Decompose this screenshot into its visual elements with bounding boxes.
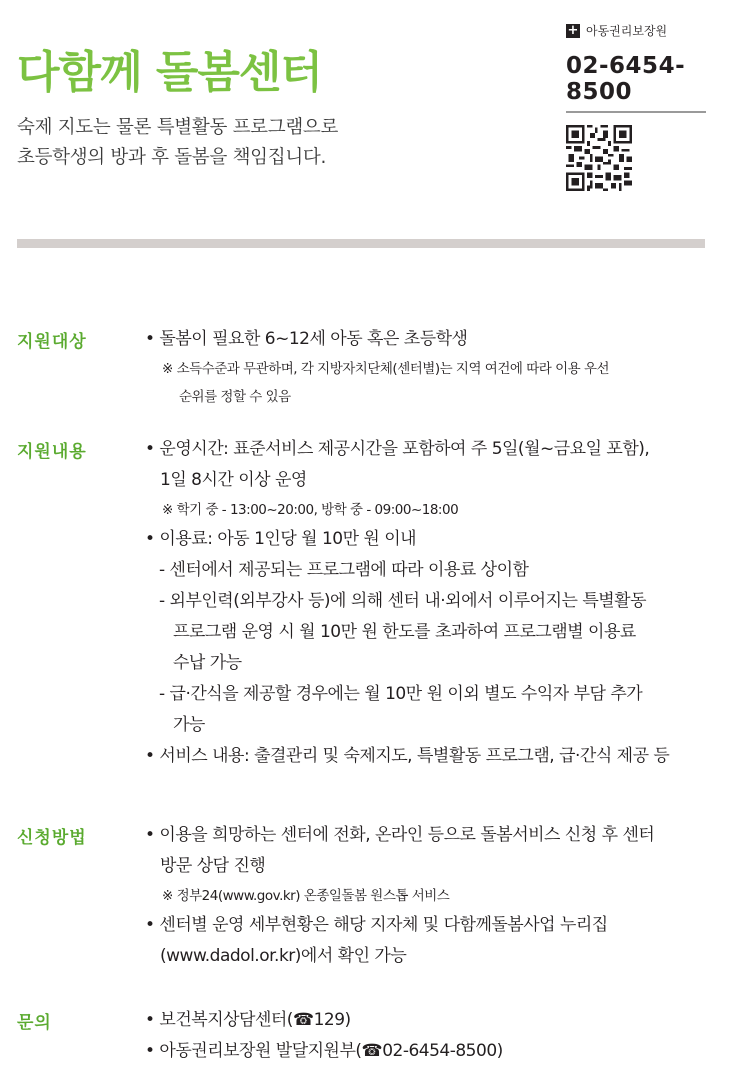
note-item: ※ 소득수준과 무관하며, 각 지방자치단체(센터별)는 지역 여건에 따라 이용 우선	[162, 361, 610, 377]
section-label: 문의	[17, 1013, 52, 1033]
dash-item-cont: 수납 가능	[173, 653, 242, 673]
phone-underline	[566, 111, 706, 113]
contact-box	[566, 22, 706, 195]
bullet-item-cont: (www.dadol.or.kr)에서 확인 가능	[160, 946, 407, 966]
section-body	[145, 434, 710, 772]
org-name: 아동권리보장원	[586, 24, 668, 38]
dash-item: - 외부인력(외부강사 등)에 의해 센터 내·외에서 이루어지는 특별활동	[159, 591, 647, 611]
dash-item: - 센터에서 제공되는 프로그램에 따라 이용료 상이함	[159, 560, 529, 580]
phone-line1: 02-6454-	[566, 53, 686, 79]
phone-number	[566, 53, 706, 105]
section-body	[145, 324, 710, 411]
bullet-item: • 센터별 운영 세부현황은 해당 지자체 및 다함께돌봄사업 누리집	[145, 915, 608, 935]
org-label	[566, 22, 706, 39]
subtitle-line: 숙제 지도는 물론 특별활동 프로그램으로	[17, 117, 339, 138]
bullet-item-cont: 방문 상담 진행	[160, 856, 266, 876]
bullet-item-cont: 1일 8시간 이상 운영	[160, 470, 307, 490]
bullet-item: • 서비스 내용: 출결관리 및 숙제지도, 특별활동 프로그램, 급·간식 제공 등	[145, 746, 670, 766]
section-label: 지원내용	[17, 442, 87, 462]
note-item: ※ 학기 중 - 13:00~20:00, 방학 중 - 09:00~18:00	[162, 502, 459, 518]
note-item: ※ 정부24(www.gov.kr) 온종일돌봄 원스톱 서비스	[162, 888, 450, 904]
page-title: 다함께 돌봄센터	[17, 47, 322, 98]
section-label: 지원대상	[17, 332, 87, 352]
phone-line2: 8500	[566, 79, 633, 105]
bullet-item: • 보건복지상담센터(☎129)	[145, 1010, 351, 1030]
subtitle-line: 초등학생의 방과 후 돌봄을 책임집니다.	[17, 147, 327, 168]
section-body	[145, 820, 710, 972]
header-divider	[17, 239, 705, 248]
dash-item: - 급·간식을 제공할 경우에는 월 10만 원 이외 별도 수익자 부담 추가	[159, 684, 643, 704]
page-subtitle	[17, 113, 338, 173]
bullet-item: • 아동권리보장원 발달지원부(☎02-6454-8500)	[145, 1041, 503, 1061]
section-body	[145, 1005, 710, 1067]
dash-item-cont: 가능	[173, 715, 205, 735]
qr-code-icon[interactable]	[566, 125, 632, 191]
bullet-item: • 운영시간: 표준서비스 제공시간을 포함하여 주 5일(월~금요일 포함),	[145, 439, 650, 459]
bullet-item: • 이용을 희망하는 센터에 전화, 온라인 등으로 돌봄서비스 신청 후 센터	[145, 825, 655, 845]
section-label: 신청방법	[17, 828, 87, 848]
note-item-cont: 순위를 정할 수 있음	[179, 389, 291, 405]
plus-icon: +	[567, 22, 579, 38]
bullet-item: • 돌봄이 필요한 6~12세 아동 혹은 초등학생	[145, 329, 468, 349]
dash-item-cont: 프로그램 운영 시 월 10만 원 한도를 초과하여 프로그램별 이용료	[173, 622, 636, 642]
bullet-item: • 이용료: 아동 1인당 월 10만 원 이내	[145, 529, 417, 549]
